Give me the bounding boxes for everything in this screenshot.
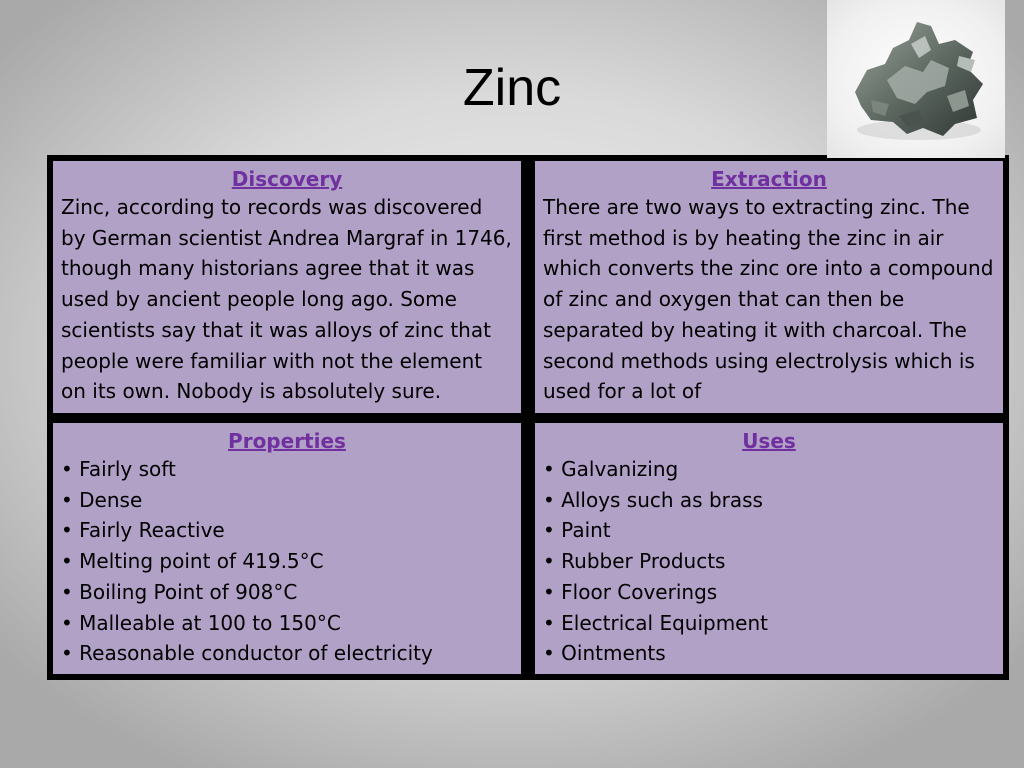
- properties-heading[interactable]: Properties: [228, 429, 346, 453]
- extraction-heading[interactable]: Extraction: [711, 167, 827, 191]
- uses-list: [543, 454, 995, 669]
- properties-list: [61, 454, 513, 669]
- list-item: • Paint: [543, 515, 995, 546]
- list-item: • Electrical Equipment: [543, 608, 995, 639]
- discovery-heading[interactable]: Discovery: [231, 167, 343, 191]
- list-item: • Melting point of 419.5°C: [61, 546, 513, 577]
- uses-cell: [535, 423, 1003, 674]
- list-item: • Alloys such as brass: [543, 485, 995, 516]
- list-item: • Galvanizing: [543, 454, 995, 485]
- list-item: • Fairly soft: [61, 454, 513, 485]
- list-item: • Reasonable conductor of electricity: [61, 638, 513, 669]
- extraction-text: There are two ways to extracting zinc. The first method is by heating the zinc in air which converts the zinc ore into a compound of zinc and oxygen that can then be separated by heating it with charcoal. The second methods using electrolysis which is used for a lot of: [543, 195, 994, 404]
- properties-cell: [53, 423, 521, 674]
- slide-title: Zinc: [462, 59, 562, 117]
- list-item: • Boiling Point of 908°C: [61, 577, 513, 608]
- zinc-photo: [827, 0, 1005, 158]
- discovery-text: Zinc, according to records was discovered by German scientist Andrea Margraf in 1746, though many historians agree that it was used by ancient people long ago. Some scientists say that it was alloys of zinc that people were familiar with not the element on its own. Nobody is absolutely sure.: [61, 195, 512, 404]
- list-item: • Dense: [61, 485, 513, 516]
- list-item: • Rubber Products: [543, 546, 995, 577]
- info-table: [47, 155, 1009, 680]
- uses-heading[interactable]: Uses: [742, 429, 796, 453]
- list-item: • Fairly Reactive: [61, 515, 513, 546]
- extraction-cell: [535, 161, 1003, 413]
- discovery-cell: [53, 161, 521, 413]
- zinc-photo-icon: [827, 0, 1005, 158]
- list-item: • Malleable at 100 to 150°C: [61, 608, 513, 639]
- list-item: • Ointments: [543, 638, 995, 669]
- list-item: • Floor Coverings: [543, 577, 995, 608]
